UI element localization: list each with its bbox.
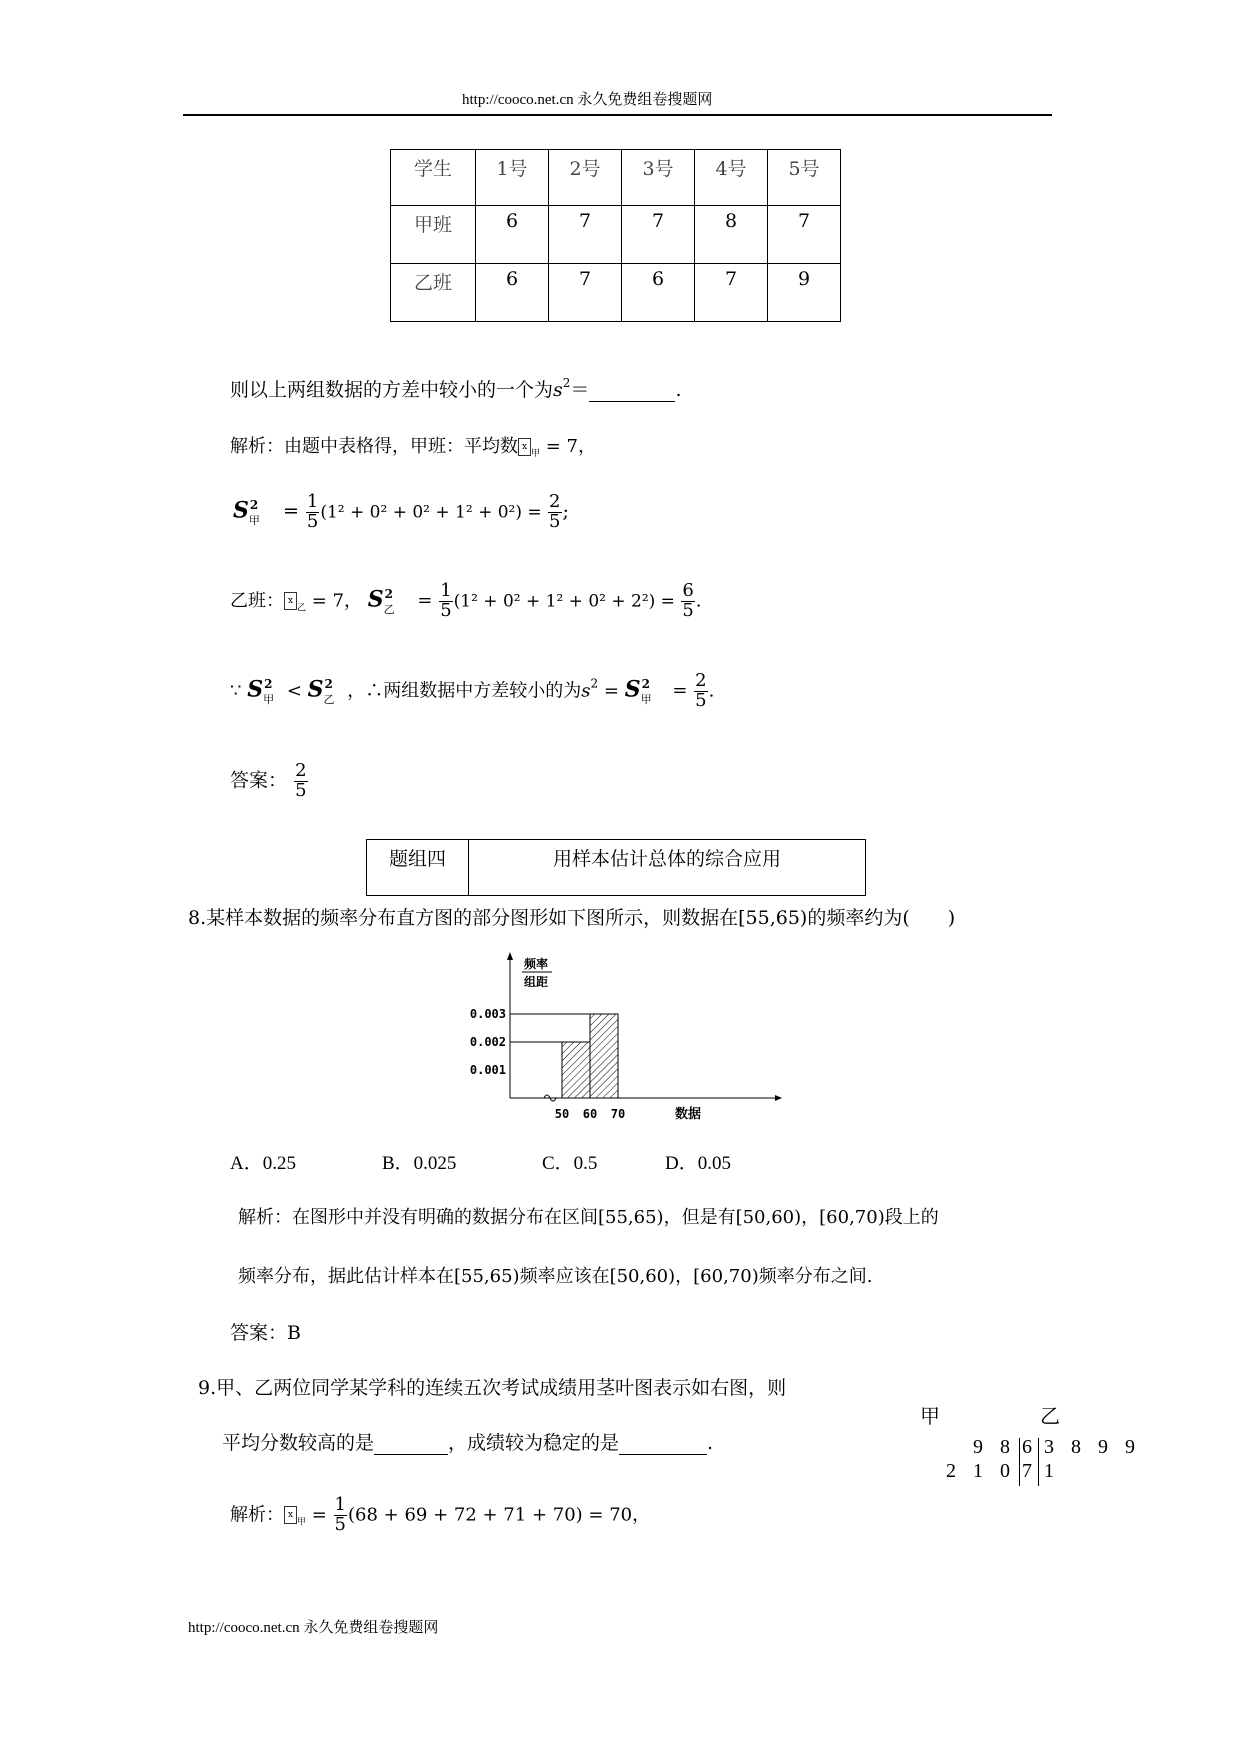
analysis-text: 在图形中并没有明确的数据分布在区间[55,65)，但是有[50,60)，[60,70)段上的	[292, 1207, 939, 1228]
q9-stem-line-1: 9.甲、乙两位同学某学科的连续五次考试成绩用茎叶图表示如右图，则	[198, 1377, 787, 1399]
fraction	[294, 762, 307, 801]
y-tick-label: 0.002	[469, 1035, 506, 1049]
analysis-label: 解析：	[230, 1504, 284, 1526]
analysis-text: 由题中表格得，甲班：平均数	[284, 436, 518, 457]
table-cell: 7	[768, 206, 841, 264]
fraction	[681, 582, 694, 621]
equals-sign: =	[417, 590, 433, 612]
mean-symbol-icon: x	[518, 438, 531, 456]
variance-symbol: S	[624, 676, 641, 703]
table-header-cell: 1号	[476, 150, 549, 206]
answer-blank	[589, 379, 675, 402]
x-tick-label: 50	[554, 1107, 570, 1121]
y-tick-label: 0.003	[469, 1007, 506, 1021]
equals-sign: =	[306, 1504, 333, 1526]
group4-box	[366, 839, 866, 896]
group4-title: 用样本估计总体的综合应用	[552, 848, 781, 870]
answer-label: 答案：	[230, 769, 288, 792]
q7-prompt	[230, 375, 681, 402]
table-row	[391, 150, 841, 206]
q7-conclusion	[230, 672, 714, 711]
table-header-cell: 3号	[622, 150, 695, 206]
superscript: 2	[324, 677, 333, 692]
fraction	[694, 672, 707, 711]
mean-symbol-icon: x	[284, 1506, 297, 1524]
numerator: 1	[334, 1494, 346, 1515]
table-cell: 7	[549, 206, 622, 264]
superscript: 2	[249, 498, 259, 513]
superscript: 2	[590, 676, 599, 691]
page-header: http://cooco.net.cn 永久免费组卷搜题网	[462, 92, 713, 108]
x-tick-label: 60	[582, 1107, 598, 1121]
histogram-bar	[590, 1014, 618, 1098]
variance-symbol: S	[307, 676, 324, 703]
q8-option-a[interactable]: A．0.25	[230, 1153, 296, 1174]
equals-sign: ＝	[570, 379, 590, 401]
equation-text: = 7，	[306, 590, 362, 612]
header-rule	[183, 114, 1052, 116]
superscript: 2	[384, 587, 393, 602]
denominator: 5	[549, 510, 561, 532]
stem-leaf-stem: 6	[1022, 1436, 1038, 1458]
equals-sign: =	[598, 680, 625, 702]
superscript: 2	[264, 677, 273, 692]
answer-blank	[374, 1432, 448, 1455]
numerator: 2	[295, 760, 307, 781]
period: .	[708, 680, 715, 702]
period: .	[707, 1432, 714, 1454]
q9-analysis	[230, 1496, 650, 1535]
fraction	[334, 1496, 347, 1535]
q9-text: 平均分数较高的是	[222, 1432, 375, 1454]
stem-leaf-right-leaves: 1	[1044, 1460, 1060, 1482]
fraction	[306, 493, 319, 532]
variance-symbol: S	[233, 497, 249, 524]
subscript: 乙	[323, 693, 335, 707]
equation-text: = 7，	[540, 436, 596, 457]
denominator: 5	[440, 599, 452, 621]
group4-label: 题组四	[367, 840, 469, 895]
denominator: 5	[334, 1513, 346, 1535]
denominator: 5	[682, 599, 694, 621]
subscript: 甲	[531, 449, 541, 459]
q8-answer: 答案：B	[230, 1322, 301, 1344]
superscript: 2	[562, 376, 571, 390]
numerator: 2	[695, 670, 707, 691]
score-table	[390, 149, 841, 322]
q8-stem: 8.某样本数据的频率分布直方图的部分图形如下图所示，则数据在[55,65)的频率约为( )	[188, 907, 956, 929]
y-axis-label-numerator: 频率	[524, 957, 549, 971]
less-than-sign: <	[286, 680, 302, 702]
x-axis-arrow	[775, 1095, 782, 1101]
y-axis-arrow	[507, 952, 513, 960]
table-header-cell: 5号	[768, 150, 841, 206]
table-cell: 7	[549, 264, 622, 322]
denominator: 5	[306, 510, 319, 532]
subscript: 乙	[297, 603, 307, 614]
because-symbol: ∵	[230, 680, 242, 702]
stem-leaf-left-label: 甲	[920, 1404, 940, 1428]
analysis-label: 解析：	[238, 1207, 292, 1228]
table-row	[391, 206, 841, 264]
q7-answer	[230, 762, 309, 801]
stem-leaf-divider-left	[1019, 1438, 1020, 1486]
analysis-text: 乙班：	[230, 590, 284, 612]
subscript: 甲	[248, 514, 260, 528]
table-header-cell: 2号	[549, 150, 622, 206]
equation-text: (1² + 0² + 1² + 0² + 2²) =	[453, 591, 681, 612]
stem-leaf-left-leaves: 9 8	[973, 1436, 1016, 1458]
superscript: 2	[641, 677, 650, 692]
period: .	[695, 590, 702, 612]
stem-leaf-right-leaves: 3 8 9 9	[1044, 1436, 1141, 1458]
x-tick-label: 70	[610, 1107, 626, 1121]
mean-symbol-icon: x	[284, 592, 297, 610]
q8-analysis-line-2: 频率分布，据此估计样本在[55,65)频率应该在[50,60)，[60,70)频率分布之间.	[238, 1266, 873, 1287]
s-symbol: s	[553, 379, 563, 401]
q7-variance-jia	[233, 493, 569, 532]
equals-sign: =	[672, 680, 688, 702]
q9-text: ，成绩较为稳定的是	[448, 1432, 620, 1454]
numerator: 2	[549, 491, 561, 512]
table-cell: 9	[768, 264, 841, 322]
table-cell: 6	[476, 264, 549, 322]
fraction	[548, 493, 561, 532]
table-header-cell: 4号	[695, 150, 768, 206]
denominator: 5	[695, 689, 707, 711]
y-tick-label: 0.001	[469, 1063, 506, 1077]
equals-sign: =	[282, 500, 299, 523]
table-cell: 6	[476, 206, 549, 264]
table-cell: 7	[695, 264, 768, 322]
table-cell: 甲班	[391, 206, 476, 264]
variance-symbol: S	[247, 676, 264, 703]
stem-leaf-stem: 7	[1022, 1460, 1038, 1482]
page-footer: http://cooco.net.cn 永久免费组卷搜题网	[188, 1620, 439, 1636]
subscript: 甲	[297, 1517, 307, 1528]
denominator: 5	[295, 779, 307, 801]
q8-option-c[interactable]: C．0.5	[542, 1153, 598, 1174]
semicolon: ;	[562, 500, 569, 523]
q8-option-d[interactable]: D．0.05	[665, 1153, 731, 1174]
q9-stem-line-2	[222, 1428, 713, 1455]
analysis-text: ，∴两组数据中方差较小的为	[347, 680, 582, 702]
histogram-chart	[469, 950, 780, 1130]
subscript: 乙	[383, 603, 395, 617]
y-axis-label-denominator: 组距	[524, 975, 549, 989]
numerator: 1	[440, 580, 452, 601]
q8-option-b[interactable]: B．0.025	[382, 1153, 457, 1174]
subscript: 甲	[263, 693, 275, 707]
table-row	[391, 264, 841, 322]
numerator: 1	[306, 491, 319, 512]
fraction	[439, 582, 452, 621]
q7-variance-yi	[230, 582, 702, 621]
variance-symbol: S	[367, 586, 384, 613]
table-cell: 乙班	[391, 264, 476, 322]
s-symbol: s	[581, 680, 591, 702]
table-cell: 6	[622, 264, 695, 322]
numerator: 6	[682, 580, 694, 601]
stem-leaf-left-leaves: 2 1 0	[946, 1460, 1016, 1482]
stem-leaf-divider-right	[1038, 1438, 1039, 1486]
table-cell: 8	[695, 206, 768, 264]
histogram-bar	[562, 1042, 590, 1098]
analysis-label: 解析：	[230, 436, 284, 457]
period: .	[675, 379, 682, 401]
x-axis-label: 数据	[675, 1107, 702, 1122]
subscript: 甲	[640, 693, 652, 707]
q8-analysis-line-1	[238, 1203, 939, 1229]
q7-prompt-text: 则以上两组数据的方差中较小的一个为	[230, 379, 554, 401]
table-header-cell: 学生	[391, 150, 476, 206]
q7-analysis-line	[230, 432, 596, 459]
stem-leaf-right-label: 乙	[1040, 1404, 1060, 1428]
table-cell: 7	[622, 206, 695, 264]
answer-blank	[619, 1432, 707, 1455]
equation-text: (68 + 69 + 72 + 71 + 70) = 70，	[348, 1504, 651, 1526]
equation-text: (1² + 0² + 0² + 1² + 0²) =	[320, 502, 548, 523]
